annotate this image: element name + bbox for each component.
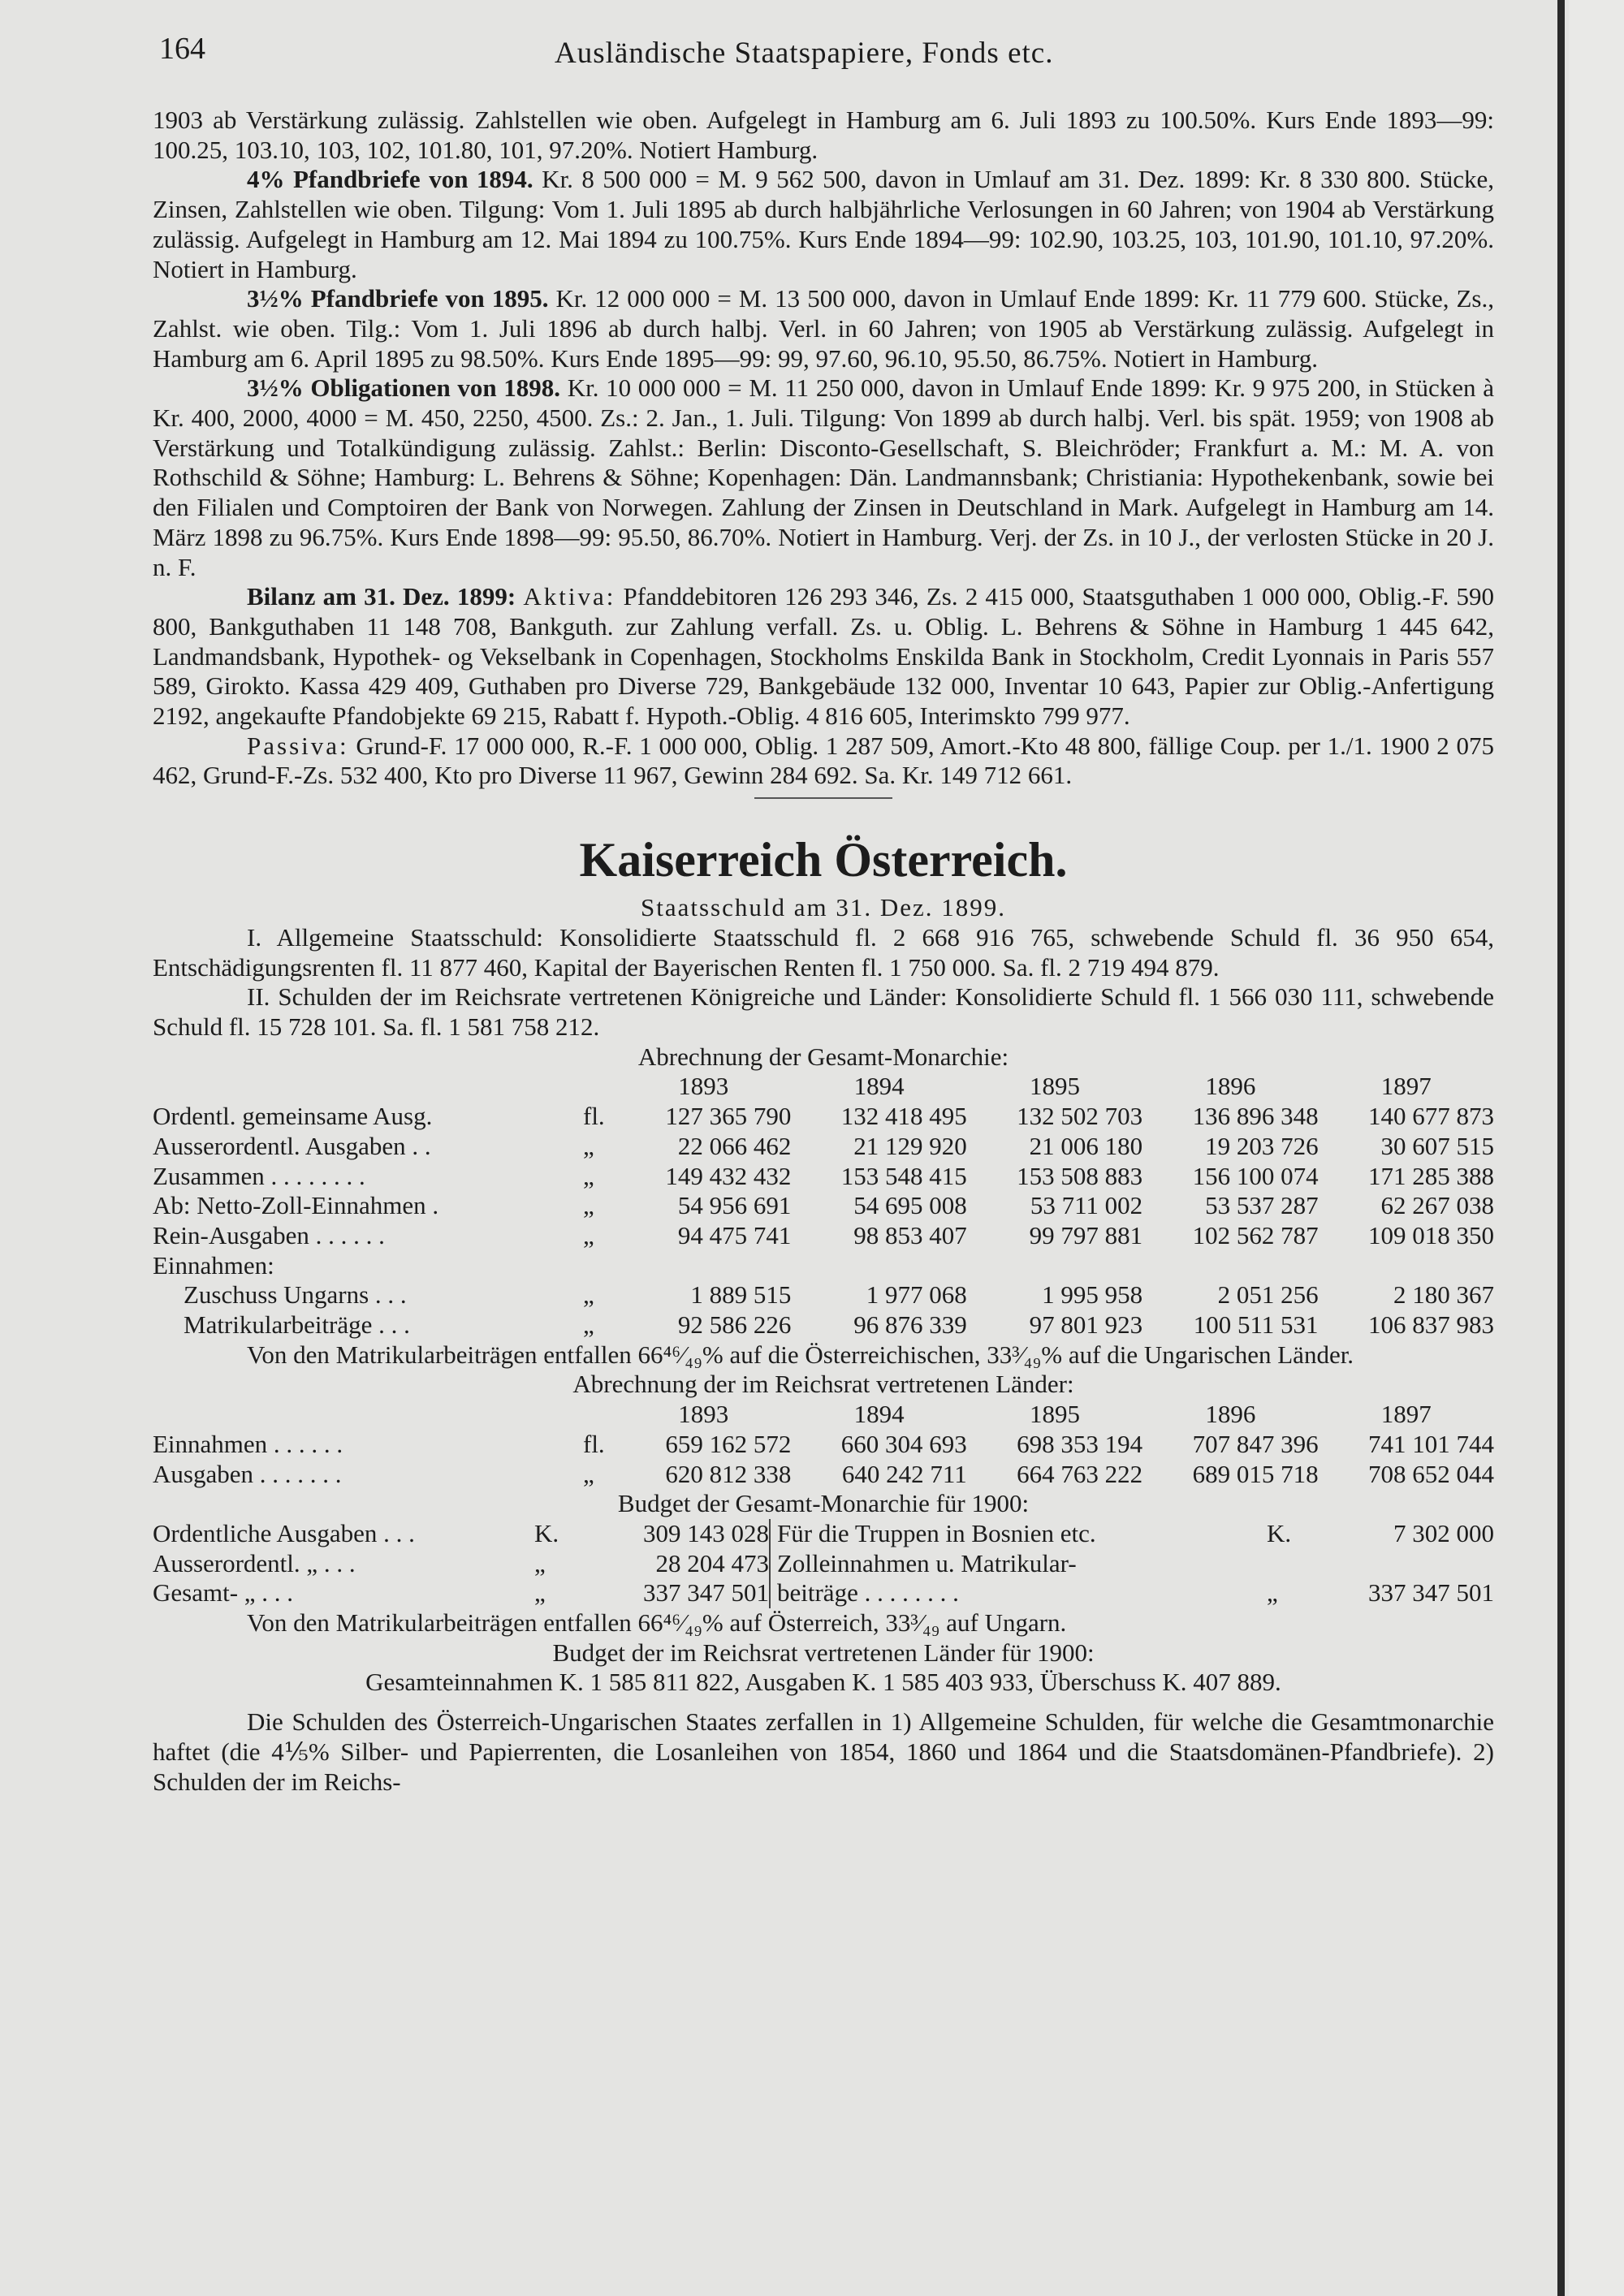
value-cell: 30 607 515 xyxy=(1380,1131,1494,1160)
income-label: Einnahmen: xyxy=(153,1250,274,1280)
value-cell: 337 347 501 xyxy=(1368,1578,1494,1608)
value-cell: 19 203 726 xyxy=(1205,1131,1319,1160)
paragraph-pfandbriefe-1895 xyxy=(153,284,1494,373)
value-cell: 659 162 572 xyxy=(665,1429,792,1458)
main-column xyxy=(153,106,1494,1797)
budget2-caption: Budget der im Reichsrat vertretenen Länder für 1900: xyxy=(552,1638,1095,1667)
entry-text: Grund-F. 17 000 000, R.-F. 1 000 000, Oblig. 1 287 509, Amort.-Kto 48 800, fällige Coup. per 1./1. 1900 2 075 462, Grund-F.-Zs. 532 400, Kto pro Diverse 11 967, Gewinn 284 692. Sa. Kr. 149 712 661. xyxy=(153,731,1494,790)
table-row xyxy=(153,1191,1494,1221)
unit-cell: „ xyxy=(583,1161,594,1190)
year-cell: 1894 xyxy=(853,1072,905,1101)
value-cell: 7 302 000 xyxy=(1393,1518,1494,1547)
value-cell: 309 143 028 xyxy=(643,1518,769,1547)
year-cell: 1893 xyxy=(678,1400,729,1429)
value-cell: 28 204 473 xyxy=(655,1548,769,1577)
row-label: Rein-Ausgaben . . . . . . xyxy=(153,1220,385,1249)
note-matrikularbeitraege: Von den Matrikularbeiträgen entfallen 66⁴⁶⁄₄₉% auf die Österreichischen, 33³⁄₄₉% auf die Ungarischen Länder. xyxy=(247,1340,1354,1369)
value-cell: 1 889 515 xyxy=(690,1280,792,1310)
value-cell: 109 018 350 xyxy=(1368,1220,1494,1249)
year-cell: 1896 xyxy=(1205,1072,1256,1101)
value-cell: 99 797 881 xyxy=(1029,1220,1143,1249)
value-cell: 100 511 531 xyxy=(1193,1310,1319,1340)
row-label: Ausserordentl. Ausgaben . . xyxy=(153,1131,431,1160)
value-cell: 136 896 348 xyxy=(1192,1102,1319,1131)
value-cell: 153 548 415 xyxy=(840,1161,967,1190)
unit-cell: K. xyxy=(534,1518,559,1547)
row-label: Ab: Netto-Zoll-Einnahmen . xyxy=(153,1191,439,1220)
value-cell: 97 801 923 xyxy=(1029,1310,1143,1340)
unit-cell: „ xyxy=(583,1220,594,1249)
paragraph-continuation: 1903 ab Verstärkung zulässig. Zahlstellen wie oben. Aufgelegt in Hamburg am 6. Juli 1893 zu 100.50%. Kurs Ende 1893—99: 100.25, 103.10, 103, 102, 101.80, 101, 97.20%. Notiert Hamburg. xyxy=(153,106,1494,164)
value-cell: 92 586 226 xyxy=(677,1310,792,1340)
row-label: beiträge . . . . . . . . xyxy=(770,1578,1267,1608)
budget-caption: Budget der Gesamt-Monarchie für 1900: xyxy=(617,1489,1030,1518)
value-cell: 156 100 074 xyxy=(1192,1161,1319,1190)
row-label: Ordentliche Ausgaben . . . xyxy=(153,1518,415,1547)
year-cell: 1895 xyxy=(1029,1400,1080,1429)
value-cell: 96 876 339 xyxy=(853,1310,967,1340)
value-cell: 337 347 501 xyxy=(643,1578,769,1608)
value-cell: 140 677 873 xyxy=(1368,1102,1494,1131)
table-header-row xyxy=(153,1072,1494,1102)
year-cell: 1895 xyxy=(1029,1072,1080,1101)
table-row xyxy=(153,1460,1494,1490)
row-label: Gesamt- „ . . . xyxy=(153,1578,294,1608)
value-cell: 127 365 790 xyxy=(665,1102,792,1131)
year-cell: 1894 xyxy=(853,1400,905,1429)
unit-cell: „ xyxy=(583,1191,594,1220)
value-cell: 1 995 958 xyxy=(1042,1280,1143,1310)
value-cell: 62 267 038 xyxy=(1380,1191,1494,1220)
paragraph-bilanz-passiva xyxy=(153,732,1494,791)
entry-text: Kr. 8 500 000 = M. 9 562 500, davon in Umlauf am 31. Dez. 1899: Kr. 8 330 800. Stücke, Zinsen, Zahlstellen wie oben. Tilgung: Vom 1. Juli 1895 ab durch halbjährliche Verlosungen in 60 Jahren; von 1904 ab Verstärkung zulässig. Aufgelegt in Hamburg am 12. Mai 1894 zu 100.75%. Kurs Ende 1894—99: 102.90, 103.25, 103, 101.90, 101.10, 97.20%. Notiert in Hamburg. xyxy=(153,165,1494,283)
table1-caption: Abrechnung der Gesamt-Monarchie: xyxy=(637,1042,1009,1071)
value-cell: 106 837 983 xyxy=(1368,1310,1494,1340)
paragraph-schulden-reichsrat: II. Schulden der im Reichsrate vertretenen Königreiche und Länder: Konsolidierte Schuld fl. 1 566 030 111, schwebende Schuld fl. 15 728 101. Sa. fl. 1 581 758 212. xyxy=(153,982,1494,1041)
value-cell: 54 695 008 xyxy=(853,1191,967,1220)
value-cell: 102 562 787 xyxy=(1192,1220,1319,1249)
row-label: Matrikularbeiträge . . . xyxy=(184,1310,410,1340)
unit-cell: fl. xyxy=(583,1429,605,1458)
paragraph-bilanz-aktiva xyxy=(153,582,1494,732)
table-row xyxy=(153,1430,1494,1460)
row-label: Für die Truppen in Bosnien etc. xyxy=(770,1519,1267,1549)
value-cell: 708 652 044 xyxy=(1368,1459,1494,1488)
year-cell: 1896 xyxy=(1205,1400,1256,1429)
row-label: Zolleinnahmen u. Matrikular- xyxy=(770,1549,1267,1579)
page-number: 164 xyxy=(159,32,205,66)
value-cell: 153 508 883 xyxy=(1017,1161,1143,1190)
value-cell: 94 475 741 xyxy=(677,1220,792,1249)
aktiva-label: Aktiva: xyxy=(523,582,616,611)
table-subheading-row xyxy=(153,1251,1494,1281)
value-cell: 2 051 256 xyxy=(1217,1280,1319,1310)
value-cell: 132 502 703 xyxy=(1017,1102,1143,1131)
value-cell: 22 066 462 xyxy=(677,1131,792,1160)
table-row xyxy=(153,1102,1494,1132)
unit-cell: „ xyxy=(583,1310,594,1340)
paragraph-closing: Die Schulden des Österreich-Ungarischen Staates zerfallen in 1) Allgemeine Schulden, für welche die Gesamtmonarchie haftet (die 4⅕% Silber- und Papierrenten, die Losanleihen von 1854, 1860 und 1864 und die Staatsdomänen-Pfandbriefe). 2) Schulden der im Reichs- xyxy=(153,1707,1494,1796)
entry-heading: Bilanz am 31. Dez. 1899: xyxy=(247,582,516,611)
year-cell: 1893 xyxy=(678,1072,729,1101)
paragraph-pfandbriefe-1894 xyxy=(153,165,1494,284)
table-row xyxy=(153,1578,1494,1608)
table-row xyxy=(153,1549,1494,1579)
value-cell: 54 956 691 xyxy=(677,1191,792,1220)
unit-cell: „ xyxy=(583,1280,594,1310)
entry-text: Kr. 10 000 000 = M. 11 250 000, davon in Umlauf Ende 1899: Kr. 9 975 200, in Stücken à Kr. 400, 2000, 4000 = M. 450, 2250, 4500. Zs.: 2. Jan., 1. Juli. Tilgung: Von 1899 ab durch halbj. Verl. bis spät. 1959; von 1908 ab Verstärkung und Totalkündigung zulässig. Zahlst.: Berlin: Disconto-Gesellschaft, S. Bleichröder; Frankfurt a. M.: M. A. von Rothschild & Söhne; Hamburg: L. Behrens & Söhne; Kopenhagen: Dän. Landmannsbank; Christiania: Hypothekenbank, sowie bei den Filialen und Comptoiren der Bank von Norwegen. Zahlung der Zinsen in Deutschland in Mark. Aufgelegt in Hamburg am 14. März 1898 zu 96.75%. Kurs Ende 1898—99: 95.50, 86.70%. Notiert in Hamburg. Verj. der Zs. in 10 J., der verlosten Stücke in 20 J. n. F. xyxy=(153,373,1494,581)
budget2-line: Gesamteinnahmen K. 1 585 811 822, Ausgaben K. 1 585 403 933, Überschuss K. 407 889. xyxy=(365,1668,1281,1697)
unit-cell: „ xyxy=(1267,1578,1278,1608)
note-matrikularbeitraege-2: Von den Matrikularbeiträgen entfallen 66⁴⁶⁄₄₉% auf Österreich, 33³⁄₄₉ auf Ungarn. xyxy=(247,1608,1067,1638)
paragraph-allgemeine-staatsschuld: I. Allgemeine Staatsschuld: Konsolidierte Staatsschuld fl. 2 668 916 765, schwebende Schuld fl. 36 950 654, Entschädigungsrenten fl. 11 877 460, Kapital der Bayerischen Renten fl. 1 750 000. Sa. fl. 2 719 494 879. xyxy=(153,922,1494,982)
value-cell: 21 129 920 xyxy=(853,1131,967,1160)
entry-heading: 3½% Pfandbriefe von 1895. xyxy=(247,284,549,313)
table-row xyxy=(153,1162,1494,1192)
value-cell: 53 537 287 xyxy=(1205,1191,1319,1220)
entry-text: Kr. 12 000 000 = M. 13 500 000, davon in Umlauf Ende 1899: Kr. 11 779 600. Stücke, Zs., Zahlst. wie oben. Tilg.: Vom 1. Juli 1896 ab durch halbj. Verl. in 60 Jahren; von 1905 ab Verstärkung zulässig. Aufgelegt in Hamburg am 6. April 1895 zu 98.50%. Kurs Ende 1895—99: 99, 97.60, 96.10, 95.50, 86.75%. Notiert in Hamburg. xyxy=(153,284,1494,373)
section-rule xyxy=(754,797,892,799)
value-cell: 149 432 432 xyxy=(665,1161,792,1190)
table-row xyxy=(153,1519,1494,1549)
value-cell: 132 418 495 xyxy=(840,1102,967,1131)
row-label: Einnahmen . . . . . . xyxy=(153,1429,343,1458)
value-cell: 98 853 407 xyxy=(853,1220,967,1249)
section-subtitle: Staatsschuld am 31. Dez. 1899. xyxy=(640,893,1006,922)
value-cell: 2 180 367 xyxy=(1393,1280,1494,1310)
value-cell: 640 242 711 xyxy=(841,1459,967,1488)
row-label: Zusammen . . . . . . . . xyxy=(153,1161,365,1190)
value-cell: 53 711 002 xyxy=(1030,1191,1143,1220)
table-row xyxy=(153,1132,1494,1162)
year-cell: 1897 xyxy=(1380,1400,1432,1429)
year-cell: 1897 xyxy=(1380,1072,1432,1101)
paragraph-obligationen-1898 xyxy=(153,373,1494,582)
entry-heading: 3½% Obligationen von 1898. xyxy=(247,373,561,403)
unit-cell: „ xyxy=(534,1548,546,1577)
entry-heading: 4% Pfandbriefe von 1894. xyxy=(247,165,533,194)
unit-cell: „ xyxy=(583,1459,594,1488)
value-cell: 707 847 396 xyxy=(1192,1429,1319,1458)
adjacent-page-edge xyxy=(1569,0,1624,2296)
entry-text: Pfanddebitoren 126 293 346, Zs. 2 415 000, Staatsguthaben 1 000 000, Oblig.-F. 590 800, Bankguthaben 11 148 708, Bankguth. zur Zahlung verfall. Zs. u. Oblig. L. Behrens & Söhne in Hamburg 1 445 642, Landmandsbank, Hypothek- og Vekselbank in Copenhagen, Stockholms Enskilda Bank in Stockholm, Credit Lyonnais in Paris 557 589, Girokto. Kassa 429 409, Guthaben pro Diverse 729, Bankgebäude 132 000, Inventar 10 643, Papier zur Oblig.-Anfertigung 2192, angekaufte Pfandobjekte 69 215, Rabatt f. Hypoth.-Oblig. 4 816 605, Interimskto 799 977. xyxy=(153,582,1494,731)
page-header xyxy=(153,31,1501,80)
unit-cell xyxy=(1267,1549,1307,1579)
table-reichsrat-laender xyxy=(153,1400,1494,1489)
unit-cell: „ xyxy=(583,1131,594,1160)
table-row xyxy=(153,1280,1494,1310)
running-title: Ausländische Staatspapiere, Fonds etc. xyxy=(555,37,1054,70)
row-label: Zuschuss Ungarns . . . xyxy=(184,1280,407,1310)
table-row xyxy=(153,1221,1494,1251)
row-label: Ausgaben . . . . . . . xyxy=(153,1459,342,1488)
row-label: Ausserordentl. „ . . . xyxy=(153,1548,356,1577)
value-cell: 741 101 744 xyxy=(1368,1429,1494,1458)
value-cell: 620 812 338 xyxy=(665,1459,792,1488)
value-cell: 698 353 194 xyxy=(1017,1429,1143,1458)
value-cell: 689 015 718 xyxy=(1192,1459,1319,1488)
value-cell: 171 285 388 xyxy=(1368,1161,1494,1190)
column-divider xyxy=(1557,0,1565,2296)
table2-caption: Abrechnung der im Reichsrat vertretenen Länder: xyxy=(572,1370,1074,1399)
unit-cell: K. xyxy=(1267,1518,1292,1547)
section-title: Kaiserreich Österreich. xyxy=(579,833,1068,887)
value-cell: 21 006 180 xyxy=(1029,1131,1143,1160)
table-budget-1900 xyxy=(153,1519,1494,1608)
row-label: Ordentl. gemeinsame Ausg. xyxy=(153,1102,433,1131)
unit-cell: „ xyxy=(534,1578,546,1608)
table-row xyxy=(153,1310,1494,1340)
value-cell: 664 763 222 xyxy=(1017,1459,1143,1488)
table-header-row xyxy=(153,1400,1494,1430)
unit-cell: fl. xyxy=(583,1102,605,1131)
passiva-label: Passiva: xyxy=(247,731,349,760)
value-cell: 1 977 068 xyxy=(866,1280,967,1310)
value-cell: 660 304 693 xyxy=(840,1429,967,1458)
table-gesamt-monarchie xyxy=(153,1072,1494,1340)
value-cell xyxy=(1307,1549,1494,1579)
